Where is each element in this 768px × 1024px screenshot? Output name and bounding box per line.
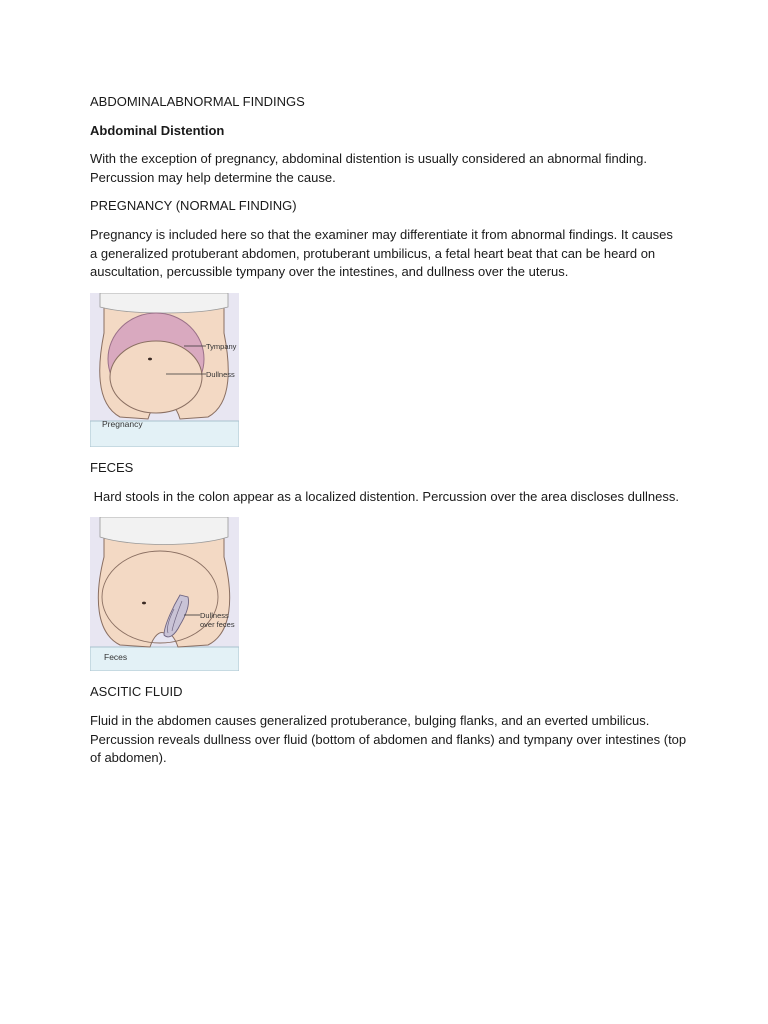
pregnancy-heading: PREGNANCY (NORMAL FINDING) [90, 198, 297, 213]
feces-figure [90, 517, 239, 671]
figure-label-dullness: Dullness [200, 611, 229, 620]
document-title: ABDOMINALABNORMAL FINDINGS [90, 94, 305, 109]
feces-illustration [90, 517, 239, 671]
figure-label-dullness: Dullness [206, 369, 235, 379]
feces-paragraph: Hard stools in the colon appear as a localized distention. Percussion over the area discloses dullness. [90, 488, 679, 504]
figure-caption: Pregnancy [102, 418, 143, 429]
intro-paragraph: With the exception of pregnancy, abdominal distention is usually considered an abnormal finding. Percussion may help determine the cause. [90, 151, 647, 185]
pregnancy-illustration [90, 293, 239, 447]
section-subtitle: Abdominal Distention [90, 123, 225, 138]
feces-heading: FECES [90, 459, 134, 475]
pregnancy-paragraph: Pregnancy is included here so that the examiner may differentiate it from abnormal findings. It causes a generalized protuberant abdomen, protuberant umbilicus, a fetal heart beat that can be heard on auscultation, percussible tympany over the intestines, and dullness over the uterus. [90, 227, 673, 279]
pregnancy-figure [90, 293, 239, 447]
ascitic-fluid-paragraph: Fluid in the abdomen causes generalized protuberance, bulging flanks, and an everted umbilicus. Percussion reveals dullness over fluid (bottom of abdomen and flanks) and tympany over intestines (top of abdomen). [90, 713, 687, 765]
figure-caption: Feces [104, 652, 128, 662]
ascitic-fluid-heading: ASCITIC FLUID [90, 684, 183, 699]
document-body [90, 93, 690, 768]
figure-label-tympany: Tympany [206, 341, 237, 351]
figure-label-over-feces: over feces [200, 620, 235, 629]
